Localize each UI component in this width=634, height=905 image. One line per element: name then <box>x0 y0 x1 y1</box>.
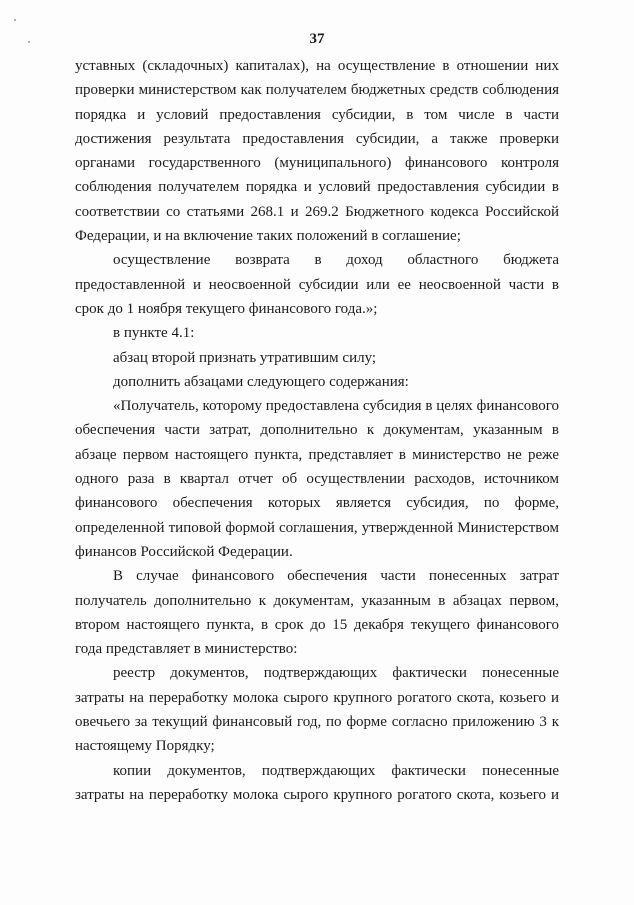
paragraph: абзац второй признать утратившим силу; <box>113 349 377 366</box>
document-body <box>75 54 559 807</box>
paragraph: В случае финансового обеспечения части понесенных затрат получатель дополнительно к документам, указанным в абзацах первом, втором настоящего пункта, в срок до 15 декабря текущего финансового года представляет в министерство: <box>75 568 559 658</box>
paragraph: дополнить абзацами следующего содержания: <box>113 373 409 390</box>
page-number: 37 <box>309 31 325 47</box>
paragraph: «Получатель, которому предоставлена субсидия в целях финансового обеспечения части затрат, дополнительно к документам, указанным в абзаце первом настоящего пункта, представляет в министерство не реже одного раза в квартал отчет об осуществлении расходов, источником финансового обеспечения которых является субсидия, по форме, определенной типовой формой соглашения, утвержденной Министерством финансов Российской Федерации. <box>75 398 559 560</box>
scan-speck <box>14 19 16 21</box>
paragraph: осуществление возврата в доход областного бюджета предоставленной и неосвоенной субсидии или ее неосвоенной части в срок до 1 ноября текущего финансового года.»; <box>75 252 559 317</box>
paragraph: уставных (складочных) капиталах), на осуществление в отношении них проверки министерством как получателем бюджетных средств соблюдения порядка и условий предоставления субсидии, в том числе в части достижения результата предоставления субсидии, а также проверки органами государственного (муниципального) финансового контроля соблюдения получателем порядка и условий предоставления субсидии в соответствии со статьями 268.1 и 269.2 Бюджетного кодекса Российской Федерации, и на включение таких положений в соглашение; <box>75 58 559 245</box>
paragraph: в пункте 4.1: <box>113 325 195 342</box>
paragraph: реестр документов, подтверждающих фактически понесенные затраты на переработку молока сырого крупного рогатого скота, козьего и овечьего за текущий финансовый год, по форме согласно приложению 3 к настоящему Порядку; <box>75 665 559 755</box>
paragraph: копии документов, подтверждающих фактически понесенные затраты на переработку молока сырого крупного рогатого скота, козьего и <box>75 762 559 803</box>
